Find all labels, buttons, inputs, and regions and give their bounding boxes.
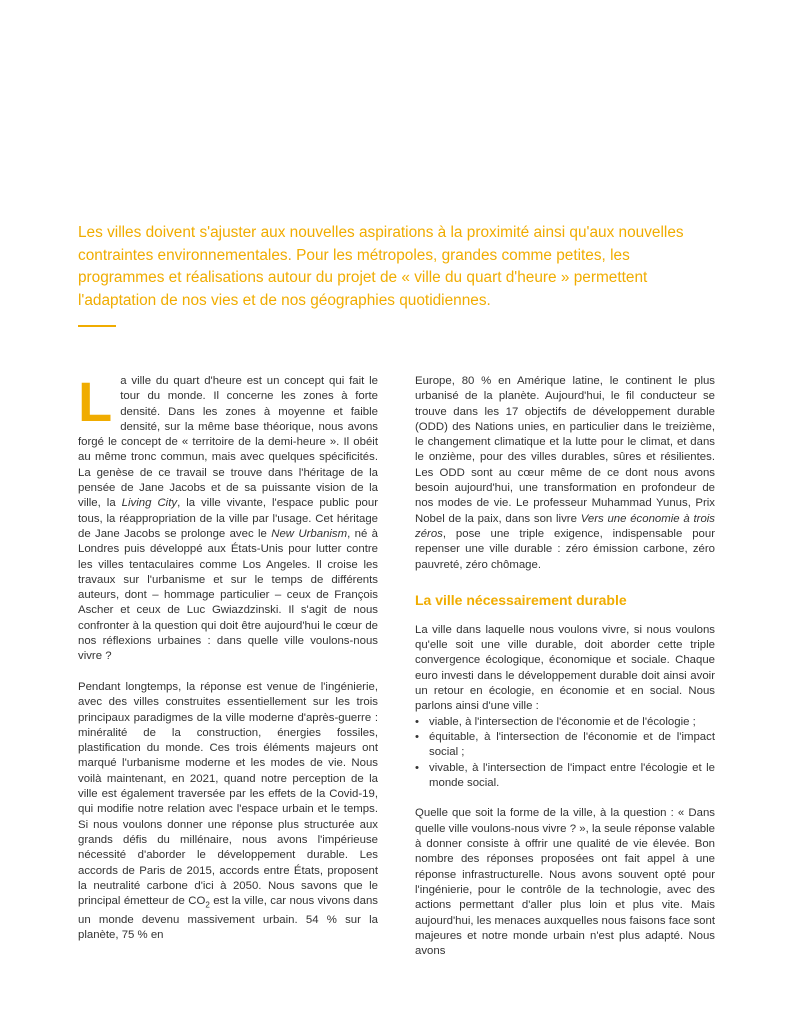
list-item bbox=[415, 761, 715, 792]
bullet-list bbox=[415, 715, 715, 791]
text-run: est la ville, car nous vivons dans un monde devenu massivement urbain. 54 % sur la planète, 75 % en bbox=[78, 895, 378, 941]
list-item bbox=[415, 730, 715, 761]
text-run: Europe, 80 % en Amérique latine, le continent le plus urbanisé de la planète. Aujourd'hui, le fil conducteur se trouve dans les 17 objectifs de développement durable (ODD) des Nations unies, en particulier dans le treizième, le changement climatique et la lutte pour le climat, et dans le onzième, pour des villes durables, sûres et résilientes. Les ODD sont au cœur même de ce dont nous avons besoin aujourd'hui, une transformation en profondeur de nos modes de vie. Le professeur Muhammad Yunus, Prix Nobel de la paix, dans son livre bbox=[415, 375, 715, 525]
italic-text: New Urbanism bbox=[271, 527, 348, 540]
body-paragraph bbox=[78, 370, 379, 665]
text-run: , né à Londres puis développé aux États-Unis pour lutter contre les villes tentaculaires comme Los Angeles. Il croise les travaux sur l'urbanisme et sur le temps de différents auteurs, dont – hommage particulier – ceux de François Ascher et ceux de Luc Gwiazdzinski. Il s'agit de nous confronter à la question qui doit être aujourd'hui le cœur de nos réflexions urbaines : dans quelle ville voulons-nous vivre ? bbox=[78, 527, 379, 663]
italic-text: Living City bbox=[121, 497, 178, 510]
accent-divider bbox=[78, 325, 116, 327]
section-heading: La ville nécessairement durable bbox=[415, 591, 627, 608]
right-column bbox=[415, 374, 715, 959]
bullet-icon: • bbox=[415, 715, 419, 728]
bullet-icon: • bbox=[415, 730, 419, 743]
italic-text: Vers une économie à trois zéros bbox=[415, 512, 716, 540]
text-run: , pose une triple exigence, indispensable pour repenser une ville durable : zéro émission carbone, zéro pauvreté, zéro chômage. bbox=[415, 527, 715, 571]
body-paragraph bbox=[78, 680, 378, 943]
list-item-text: vivable, à l'intersection de l'impact entre l'écologie et le monde social. bbox=[429, 761, 715, 789]
bullet-icon: • bbox=[415, 761, 419, 774]
body-paragraph: Quelle que soit la forme de la ville, à la question : « Dans quelle ville voulons-nous vivre ? », la seule réponse valable à donner consiste à offrir une qualité de vie élevée. Bon nombre des réponses proposées ont fait appel à une réponse infrastructurelle. Nous avons souvent opté pour l'ingénierie, pour le contrôle de la technologie, avec des actions permettant d'aller plus loin et plus vite. Mais aujourd'hui, les menaces auxquelles nous faisons face sont majeures et notre monde urbain n'est plus adapté. Nous avons bbox=[415, 807, 715, 958]
left-column bbox=[78, 370, 379, 943]
list-item-text: viable, à l'intersection de l'économie et de l'écologie ; bbox=[429, 715, 696, 728]
body-paragraph bbox=[415, 374, 715, 573]
list-item-text: équitable, à l'intersection de l'économie et de l'impact social ; bbox=[429, 730, 715, 759]
list-item bbox=[415, 715, 715, 730]
body-paragraph: La ville dans laquelle nous voulons vivre, si nous voulons qu'elle soit une ville durable, doit aborder cette triple convergence écologique, économique et sociale. Chaque euro investi dans le développement durable doit ainsi avoir un retour en écologie, en économie et en social. Nous parlons ainsi d'une ville : bbox=[415, 623, 715, 713]
drop-cap: L bbox=[78, 370, 113, 433]
text-run: Pendant longtemps, la réponse est venue de l'ingénierie, avec des villes construites essentiellement sur les trois principaux paradigmes de la ville moderne d'après-guerre : minéralité de la construction, énergies fossiles, plastification du monde. Ces trois éléments majeurs ont marqué l'urbanisme moderne et les modes de vie. Nous voilà maintenant, en 2021, quand notre perception de la ville est également traversée par les effets de la Covid-19, qui modifie notre relation avec l'espace urbain et le temps. Si nous voulons donner une réponse plus structurée aux grands défis du millénaire, nous avons l'impérieuse nécessité d'aborder le développement durable. Les accords de Paris de 2015, accords entre États, proposent la neutralité carbone d'ici à 2050. Nous savons que le principal émetteur de CO bbox=[78, 680, 378, 908]
lead-paragraph: Les villes doivent s'ajuster aux nouvelles aspirations à la proximité ainsi qu'aux nouvelles contraintes environnementales. Pour les métropoles, grandes comme petites, les programmes et réalisations autour du projet de « ville du quart d'heure » permettent l'adaptation de nos vies et de nos géographies quotidiennes. bbox=[78, 224, 684, 309]
text-run: a ville du quart d'heure est un concept qui fait le tour du monde. Il concerne les zones à forte densité. Dans les zones à moyenne et faible densité, sur la même base théorique, nous avons forgé le concept de « territoire de la demi-heure ». Il obéit au même tronc commun, mais avec quelques spécificités. La genèse de ce travail se trouve dans l'héritage de la pensée de Jane Jacobs et de sa puissante vision de la ville, la bbox=[78, 375, 378, 510]
text-run: , la ville vivante, l'espace public pour tous, la réappropriation de la ville par l'usage. Cet héritage de Jane Jacobs se prolonge avec le bbox=[78, 497, 378, 540]
subscript: 2 bbox=[205, 900, 210, 910]
